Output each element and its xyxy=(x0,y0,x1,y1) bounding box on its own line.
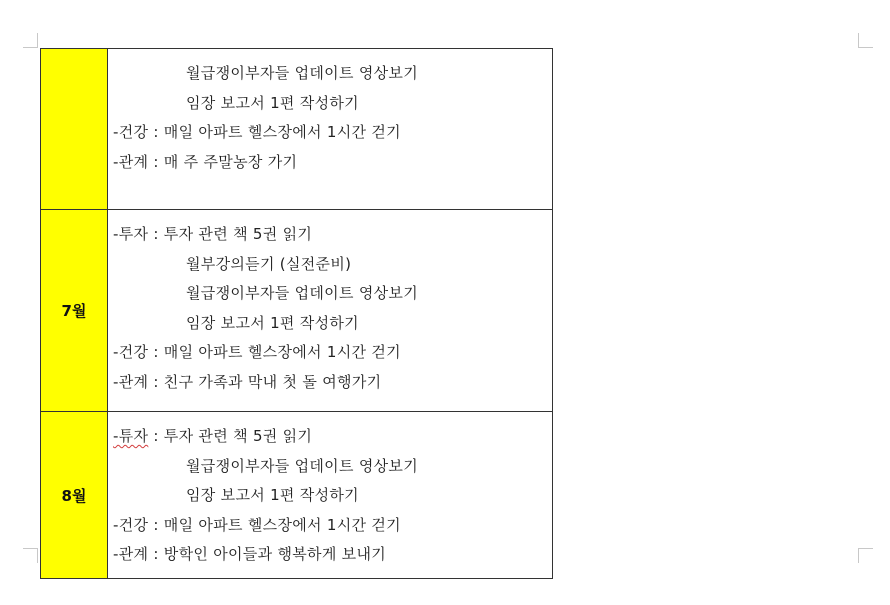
plan-cell[interactable] xyxy=(108,210,553,412)
table-row xyxy=(41,49,553,210)
spellcheck-flagged-word[interactable]: -튜자 xyxy=(113,427,149,445)
page-corner-mark-bottom-left xyxy=(23,548,38,563)
plan-line: -건강 : 매일 아파트 헬스장에서 1시간 걷기 xyxy=(113,343,401,362)
month-cell: 8월 xyxy=(41,412,108,579)
monthly-plan-table xyxy=(40,48,553,579)
page-corner-mark-top-left xyxy=(23,33,38,48)
plan-line: -관계 : 매 주 주말농장 가기 xyxy=(113,152,298,171)
plan-line: -건강 : 매일 아파트 헬스장에서 1시간 걷기 xyxy=(113,123,401,142)
plan-line: 임장 보고서 1편 작성하기 xyxy=(186,486,359,505)
plan-cell[interactable] xyxy=(108,49,553,210)
plan-line: -건강 : 매일 아파트 헬스장에서 1시간 걷기 xyxy=(113,515,401,534)
table-row xyxy=(41,210,553,412)
plan-line: -투자 : 투자 관련 책 5권 읽기 xyxy=(113,225,313,243)
page-corner-mark-top-right xyxy=(858,33,873,48)
page-corner-mark-bottom-right xyxy=(858,548,873,563)
plan-line: -관계 : 방학인 아이들과 행복하게 보내기 xyxy=(113,545,387,564)
plan-line: 월부강의듣기 (실전준비) xyxy=(186,254,352,273)
plan-line: -관계 : 친구 가족과 막내 첫 돌 여행가기 xyxy=(113,372,382,391)
plan-line: 임장 보고서 1편 작성하기 xyxy=(186,93,359,112)
plan-cell[interactable] xyxy=(108,412,553,579)
month-cell xyxy=(41,49,108,210)
plan-line xyxy=(113,422,552,452)
plan-line: 월급쟁이부자들 업데이트 영상보기 xyxy=(186,456,418,475)
plan-line: 월급쟁이부자들 업데이트 영상보기 xyxy=(186,64,418,82)
table-row xyxy=(41,412,553,579)
plan-line: 임장 보고서 1편 작성하기 xyxy=(186,313,359,332)
month-cell: 7월 xyxy=(41,210,108,412)
plan-line: 월급쟁이부자들 업데이트 영상보기 xyxy=(186,284,418,303)
plan-line-rest: : 투자 관련 책 5권 읽기 xyxy=(148,427,313,445)
